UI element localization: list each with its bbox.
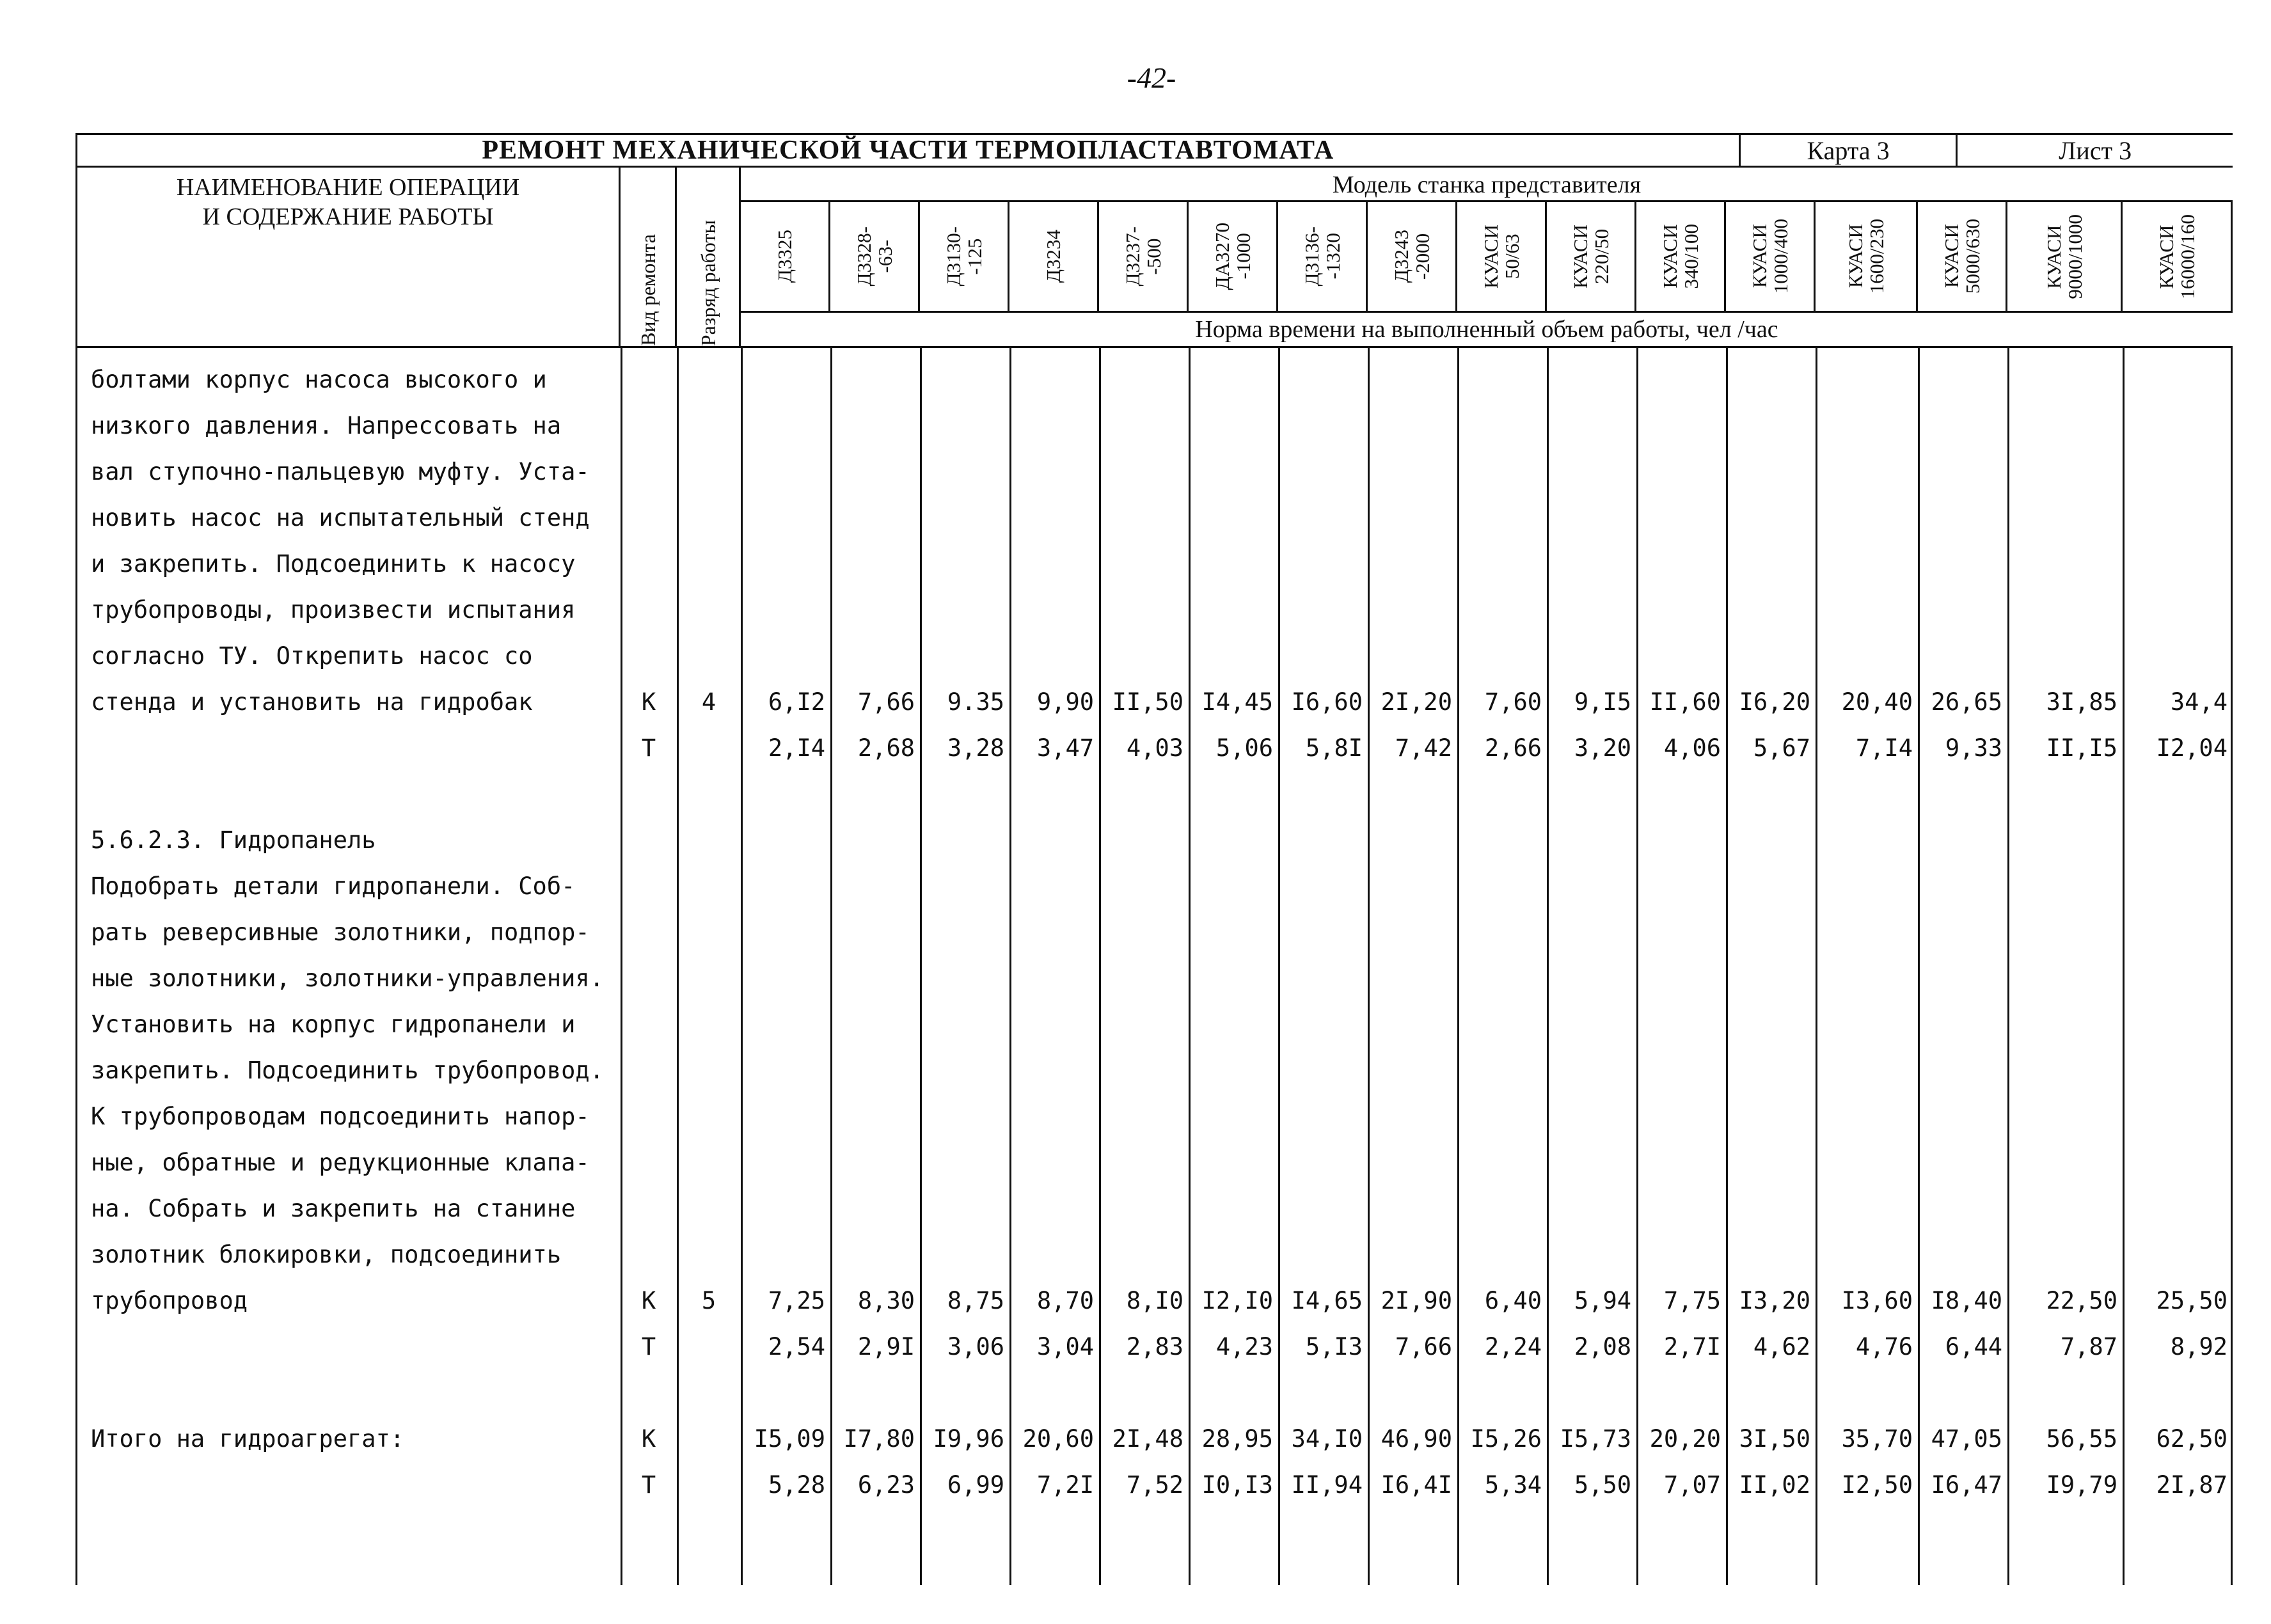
column-rule xyxy=(741,348,743,1585)
norm-value-cell: I3,20 xyxy=(1739,1287,1810,1314)
model-column-header xyxy=(1918,202,2007,311)
norm-value-cell: 7,60 xyxy=(1484,688,1542,716)
sheet-number: Лист 3 xyxy=(2059,136,2132,165)
norm-value-cell: 2,08 xyxy=(1574,1333,1631,1360)
norm-value-cell: 5,50 xyxy=(1574,1471,1631,1499)
operation-text-line: закрепить. Подсоединить трубопровод. xyxy=(91,1057,604,1084)
norm-value-cell: 34,4 xyxy=(2170,688,2227,716)
column-rule xyxy=(1278,348,1280,1585)
norm-value-cell: 7,66 xyxy=(1395,1333,1452,1360)
operation-text-line: и закрепить. Подсоединить к насосу xyxy=(91,550,576,578)
norm-value-cell: I7,80 xyxy=(843,1425,915,1453)
norm-value-cell: 2,83 xyxy=(1126,1333,1183,1360)
norm-value-cell: 20,60 xyxy=(1022,1425,1094,1453)
norm-value-cell: 20,20 xyxy=(1649,1425,1721,1453)
norm-value-cell: 6,I2 xyxy=(768,688,825,716)
model-label: КУАСИ 50/63 xyxy=(1479,225,1523,288)
norm-value-cell: I5,73 xyxy=(1560,1425,1631,1453)
norm-value-cell: 4,03 xyxy=(1126,734,1183,762)
title-row xyxy=(75,133,2233,168)
operation-text-line: низкого давления. Напрессовать на xyxy=(91,412,562,439)
norm-value-cell: 2,7I xyxy=(1663,1333,1721,1360)
norm-value-cell: II,I5 xyxy=(2046,734,2117,762)
work-grade-cell: 4 xyxy=(701,688,716,716)
operation-header-label: НАИМЕНОВАНИЕ ОПЕРАЦИИ И СОДЕРЖАНИЕ РАБОТЫ xyxy=(176,174,520,230)
model-column-header xyxy=(1816,202,1918,311)
norm-value-cell: 3I,50 xyxy=(1739,1425,1810,1453)
model-label: Д3237- -500 xyxy=(1121,226,1165,287)
column-rule xyxy=(1189,348,1191,1585)
operation-text-line: Установить на корпус гидропанели и xyxy=(91,1011,576,1038)
norm-value-cell: 46,90 xyxy=(1381,1425,1452,1453)
operation-text-line: ные, обратные и редукционные клапа- xyxy=(91,1149,590,1176)
norm-value-cell: II,02 xyxy=(1739,1471,1810,1499)
repair-type-label: Вид ремонта xyxy=(636,234,660,346)
column-rule xyxy=(920,348,922,1585)
norm-value-cell: II,94 xyxy=(1291,1471,1363,1499)
norm-value-cell: I2,I0 xyxy=(1201,1287,1273,1314)
norm-value-cell: 2,I4 xyxy=(768,734,825,762)
norm-value-cell: I2,04 xyxy=(2156,734,2227,762)
norm-value-cell: 9.35 xyxy=(947,688,1004,716)
norm-value-cell: 26,65 xyxy=(1931,688,2002,716)
operation-text-line: вал ступочно-пальцевую муфту. Уста- xyxy=(91,458,590,485)
table-body xyxy=(75,348,2233,1585)
column-rule xyxy=(1547,348,1549,1585)
model-column-header xyxy=(1547,202,1636,311)
norm-value-cell: 4,76 xyxy=(1855,1333,1913,1360)
model-column-header xyxy=(1009,202,1099,311)
norm-value-cell: I6,47 xyxy=(1931,1471,2002,1499)
norm-value-cell: I3,60 xyxy=(1841,1287,1913,1314)
norm-value-cell: 62,50 xyxy=(2156,1425,2227,1453)
norm-value-cell: 20,40 xyxy=(1841,688,1913,716)
model-label: Д3328- -63- xyxy=(852,226,896,287)
column-rule xyxy=(2007,348,2009,1585)
operation-text-line: новить насос на испытательный стенд xyxy=(91,504,590,532)
model-column-header xyxy=(1368,202,1457,311)
model-column-header xyxy=(1636,202,1726,311)
norm-time-header: Норма времени на выполненный объем работы, чел /час xyxy=(741,311,2233,348)
norm-value-cell: 7,66 xyxy=(857,688,915,716)
norm-value-cell: 7,52 xyxy=(1126,1471,1183,1499)
model-label: КУАСИ 1000/400 xyxy=(1748,219,1792,294)
norm-value-cell: 7,87 xyxy=(2060,1333,2117,1360)
model-label: КУАСИ 16000/160 xyxy=(2155,214,2199,299)
norm-value-cell: 47,05 xyxy=(1931,1425,2002,1453)
norm-value-cell: 2I,20 xyxy=(1381,688,1452,716)
repair-type-cell: К xyxy=(641,1287,656,1314)
repair-type-cell: Т xyxy=(641,734,656,762)
model-column-header xyxy=(830,202,920,311)
norm-value-cell: 6,44 xyxy=(1945,1333,2002,1360)
norm-value-cell: 3,04 xyxy=(1036,1333,1094,1360)
column-rule xyxy=(677,348,679,1585)
norm-value-cell: 8,I0 xyxy=(1126,1287,1183,1314)
norm-value-cell: 5,28 xyxy=(768,1471,825,1499)
norm-value-cell: 2,68 xyxy=(857,734,915,762)
norm-value-cell: 2,9I xyxy=(857,1333,915,1360)
norm-value-cell: I0,I3 xyxy=(1201,1471,1273,1499)
operation-text-line: золотник блокировки, подсоединить xyxy=(91,1241,562,1268)
norm-value-cell: 3,47 xyxy=(1036,734,1094,762)
norm-value-cell: 3,06 xyxy=(947,1333,1004,1360)
operation-text-line: стенда и установить на гидробак xyxy=(91,688,533,716)
table-header xyxy=(75,168,2233,348)
repair-type-cell: К xyxy=(641,1425,656,1453)
column-rule xyxy=(1726,348,1728,1585)
norm-value-cell: 9,I5 xyxy=(1574,688,1631,716)
column-rule xyxy=(1636,348,1638,1585)
norm-value-cell: 4,23 xyxy=(1215,1333,1273,1360)
norm-value-cell: I4,65 xyxy=(1291,1287,1363,1314)
norm-value-cell: 28,95 xyxy=(1201,1425,1273,1453)
column-rule xyxy=(75,348,77,1585)
norm-value-cell: I6,20 xyxy=(1739,688,1810,716)
column-rule xyxy=(1099,348,1101,1585)
repair-type-cell: Т xyxy=(641,1333,656,1360)
repair-type-header xyxy=(621,168,677,348)
model-group-header: Модель станка представителя xyxy=(741,168,2233,202)
repair-type-cell: К xyxy=(641,688,656,716)
norm-value-cell: 56,55 xyxy=(2046,1425,2117,1453)
norm-value-cell: 5,94 xyxy=(1574,1287,1631,1314)
model-label: КУАСИ 5000/630 xyxy=(1940,219,1984,294)
operation-text-line: Итого на гидроагрегат: xyxy=(91,1425,405,1453)
norm-value-cell: 2,54 xyxy=(768,1333,825,1360)
column-rule xyxy=(1368,348,1370,1585)
operation-text-line: Подобрать детали гидропанели. Соб- xyxy=(91,872,576,900)
model-column-header xyxy=(1726,202,1816,311)
norm-value-cell: 35,70 xyxy=(1841,1425,1913,1453)
norm-value-cell: 2I,90 xyxy=(1381,1287,1452,1314)
norm-value-cell: I9,96 xyxy=(933,1425,1004,1453)
model-label: КУАСИ 1600/230 xyxy=(1844,219,1888,294)
norm-value-cell: 2I,87 xyxy=(2156,1471,2227,1499)
operation-text-line: 5.6.2.3. Гидропанель xyxy=(91,826,376,854)
model-column-header xyxy=(741,202,830,311)
norm-value-cell: 8,92 xyxy=(2170,1333,2227,1360)
operation-text-line: согласно ТУ. Открепить насос со xyxy=(91,642,533,670)
operation-text-line: рать реверсивные золотники, подпор- xyxy=(91,918,590,946)
operation-text-line: трубопроводы, произвести испытания xyxy=(91,596,576,624)
model-column-header xyxy=(1189,202,1278,311)
norm-value-cell: 6,23 xyxy=(857,1471,915,1499)
model-column-header xyxy=(2007,202,2123,311)
column-rule xyxy=(1816,348,1817,1585)
column-rule xyxy=(2231,348,2233,1585)
repair-type-cell: Т xyxy=(641,1471,656,1499)
card-number: Карта 3 xyxy=(1741,135,1958,166)
norm-value-cell: 2,66 xyxy=(1484,734,1542,762)
norm-value-cell: 7,07 xyxy=(1663,1471,1721,1499)
norm-value-cell: 3,20 xyxy=(1574,734,1631,762)
norm-value-cell: 9,90 xyxy=(1036,688,1094,716)
model-column-header xyxy=(1278,202,1368,311)
column-rule xyxy=(1009,348,1011,1585)
norm-value-cell: 8,30 xyxy=(857,1287,915,1314)
operation-text-line: трубопровод xyxy=(91,1287,248,1314)
norm-value-cell: 6,99 xyxy=(947,1471,1004,1499)
column-rule xyxy=(2123,348,2125,1585)
norm-value-cell: I9,79 xyxy=(2046,1471,2117,1499)
operation-text-line: на. Собрать и закрепить на станине xyxy=(91,1195,576,1222)
model-label: Д3136- -1320 xyxy=(1300,226,1344,287)
model-column-header xyxy=(1099,202,1189,311)
model-label: КУАСИ 9000/1000 xyxy=(2042,214,2086,299)
model-label: Д3325 xyxy=(773,230,796,283)
repair-card-table xyxy=(75,133,2233,1585)
norm-value-cell: 2I,48 xyxy=(1112,1425,1183,1453)
model-label: Д3234 xyxy=(1042,230,1064,283)
norm-value-cell: 9,33 xyxy=(1945,734,2002,762)
model-label: КУАСИ 220/50 xyxy=(1569,225,1613,288)
column-rule xyxy=(621,348,622,1585)
norm-value-cell: 8,70 xyxy=(1036,1287,1094,1314)
norm-value-cell: 4,06 xyxy=(1663,734,1721,762)
operation-text-line: К трубопроводам подсоединить напор- xyxy=(91,1103,590,1130)
model-label: КУАСИ 340/100 xyxy=(1658,224,1702,289)
norm-value-cell: I4,45 xyxy=(1201,688,1273,716)
model-column-header xyxy=(920,202,1009,311)
model-column-header xyxy=(2123,202,2233,311)
norm-value-cell: 8,75 xyxy=(947,1287,1004,1314)
norm-value-cell: II,50 xyxy=(1112,688,1183,716)
norm-value-cell: 7,75 xyxy=(1663,1287,1721,1314)
norm-value-cell: 4,62 xyxy=(1753,1333,1810,1360)
norm-value-cell: 34,I0 xyxy=(1291,1425,1363,1453)
norm-value-cell: I5,26 xyxy=(1470,1425,1542,1453)
norm-value-cell: 7,42 xyxy=(1395,734,1452,762)
model-label: ДА3270 -1000 xyxy=(1210,223,1254,290)
model-column-header xyxy=(1457,202,1547,311)
norm-value-cell: 5,34 xyxy=(1484,1471,1542,1499)
column-rule xyxy=(830,348,832,1585)
operation-column-header xyxy=(75,168,621,348)
work-grade-label: Разряд работы xyxy=(696,219,720,346)
norm-value-cell: I2,50 xyxy=(1841,1471,1913,1499)
work-grade-cell: 5 xyxy=(701,1287,716,1314)
norm-value-cell: 5,8I xyxy=(1305,734,1363,762)
norm-value-cell: 3,28 xyxy=(947,734,1004,762)
norm-value-cell: I6,60 xyxy=(1291,688,1363,716)
norm-value-cell: II,60 xyxy=(1649,688,1721,716)
norm-value-cell: 6,40 xyxy=(1484,1287,1542,1314)
model-label: Д3243 -2000 xyxy=(1389,230,1434,283)
norm-value-cell: 5,67 xyxy=(1753,734,1810,762)
norm-value-cell: I5,09 xyxy=(754,1425,825,1453)
norm-value-cell: I8,40 xyxy=(1931,1287,2002,1314)
work-grade-header xyxy=(677,168,741,348)
norm-value-cell: 7,2I xyxy=(1036,1471,1094,1499)
column-rule xyxy=(1457,348,1459,1585)
operation-text-line: болтами корпус насоса высокого и xyxy=(91,366,547,393)
table-title: РЕМОНТ МЕХАНИЧЕСКОЙ ЧАСТИ ТЕРМОПЛАСТАВТОМАТА xyxy=(77,135,1741,166)
norm-value-cell: 5,06 xyxy=(1215,734,1273,762)
column-rule xyxy=(1918,348,1920,1585)
norm-value-cell: 7,I4 xyxy=(1855,734,1913,762)
norm-value-cell: 22,50 xyxy=(2046,1287,2117,1314)
norm-value-cell: 2,24 xyxy=(1484,1333,1542,1360)
norm-value-cell: 5,I3 xyxy=(1305,1333,1363,1360)
page-number: -42- xyxy=(1127,61,1176,94)
norm-value-cell: I6,4I xyxy=(1381,1471,1452,1499)
norm-value-cell: 25,50 xyxy=(2156,1287,2227,1314)
norm-value-cell: 7,25 xyxy=(768,1287,825,1314)
model-label: Д3130- -125 xyxy=(942,226,986,287)
operation-text-line: ные золотники, золотники-управления. xyxy=(91,965,604,992)
norm-value-cell: 3I,85 xyxy=(2046,688,2117,716)
